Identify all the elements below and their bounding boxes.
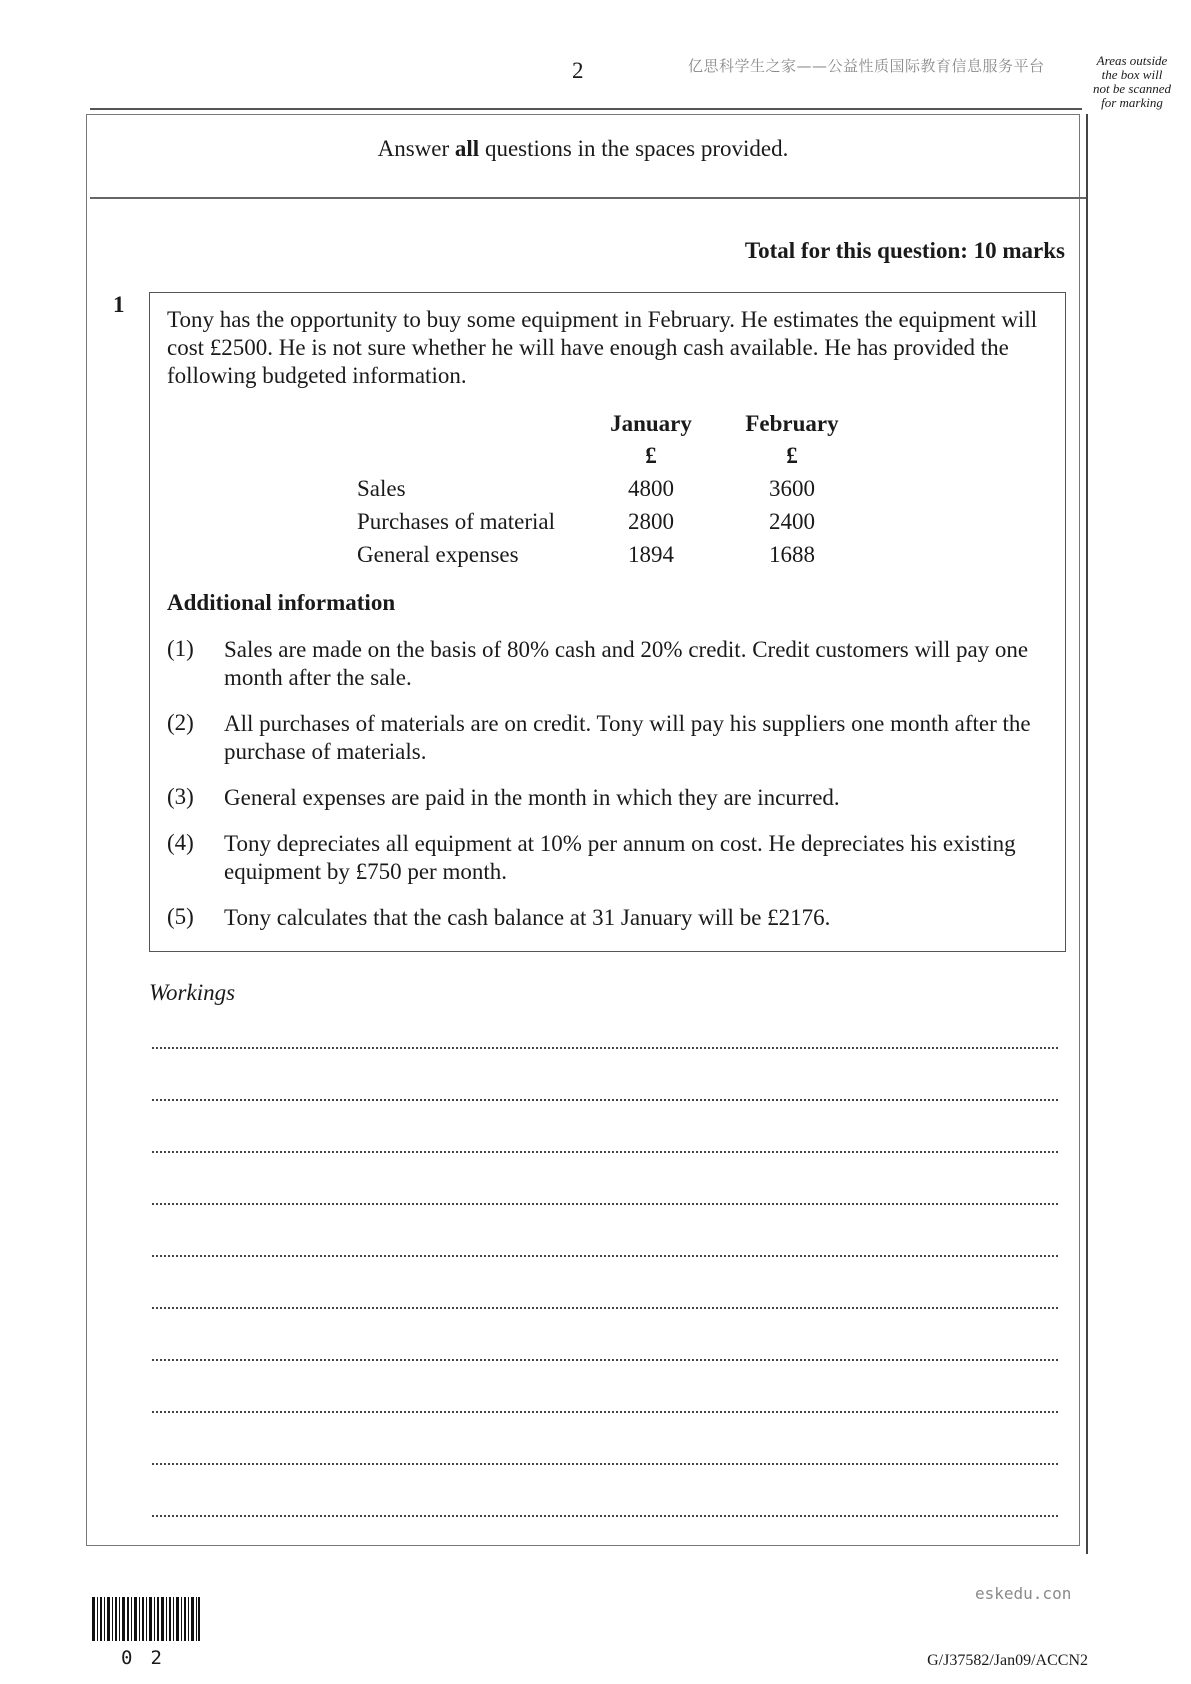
info-item-number: (2) xyxy=(167,710,194,735)
answer-line[interactable] xyxy=(152,1463,1058,1465)
info-item-text: General expenses are paid in the month in which they are incurred. xyxy=(224,785,840,810)
total-marks: Total for this question: 10 marks xyxy=(744,238,1065,263)
page-number: 2 xyxy=(572,58,584,83)
table-header-february: February xyxy=(745,411,839,436)
info-item-text: All purchases of materials are on credit. Tony will pay his suppliers one month after the purchase of materials. xyxy=(224,711,1031,764)
question-number: 1 xyxy=(113,292,125,317)
answer-line[interactable] xyxy=(152,1203,1058,1205)
barcode-icon xyxy=(92,1597,200,1641)
areas-note-line: Areas outside xyxy=(1096,53,1168,68)
additional-information-title: Additional information xyxy=(167,590,396,615)
table-cell-february: 3600 xyxy=(769,476,815,501)
answer-line[interactable] xyxy=(152,1359,1058,1361)
footer-watermark: eskedu.con xyxy=(975,1584,1072,1603)
table-unit-january: £ xyxy=(645,443,657,468)
instructions-bold: all xyxy=(454,136,480,161)
document-code: G/J37582/Jan09/ACCN2 xyxy=(927,1652,1088,1669)
instructions xyxy=(86,136,1080,162)
barcode-number: 02 xyxy=(121,1647,180,1669)
table-cell-february: 1688 xyxy=(769,542,815,567)
table-unit-february: £ xyxy=(786,443,798,468)
answer-line[interactable] xyxy=(152,1307,1058,1309)
instructions-prefix: Answer xyxy=(377,136,455,161)
info-item-number: (1) xyxy=(167,636,194,661)
answer-frame-right-edge xyxy=(1086,114,1088,1554)
table-cell-january: 4800 xyxy=(628,476,674,501)
header-rule xyxy=(90,108,1082,110)
table-header-january: January xyxy=(610,411,692,436)
answer-line[interactable] xyxy=(152,1411,1058,1413)
answer-line[interactable] xyxy=(152,1099,1058,1101)
answer-line[interactable] xyxy=(152,1047,1058,1049)
table-row-label: Purchases of material xyxy=(357,509,555,534)
header-watermark: 亿思科学生之家——公益性质国际教育信息服务平台 xyxy=(688,57,1045,75)
info-item-number: (5) xyxy=(167,904,194,929)
instructions-suffix: questions in the spaces provided. xyxy=(479,136,789,161)
info-item-number: (4) xyxy=(167,830,194,855)
table-cell-january: 1894 xyxy=(628,542,674,567)
table-cell-february: 2400 xyxy=(769,509,815,534)
info-item-text: Sales are made on the basis of 80% cash and 20% credit. Credit customers will pay one month after the sale. xyxy=(224,637,1029,690)
answer-line[interactable] xyxy=(152,1255,1058,1257)
info-item-number: (3) xyxy=(167,784,194,809)
areas-note-line: not be scanned xyxy=(1093,81,1171,96)
areas-note-line: for marking xyxy=(1101,95,1163,110)
table-row-label: General expenses xyxy=(357,542,519,567)
answer-line[interactable] xyxy=(152,1515,1058,1517)
info-item-text: Tony depreciates all equipment at 10% per annum on cost. He depreciates his existing equipment by £750 per month. xyxy=(224,831,1016,884)
table-cell-january: 2800 xyxy=(628,509,674,534)
table-row-label: Sales xyxy=(357,476,406,501)
workings-label: Workings xyxy=(149,980,236,1005)
info-item-text: Tony calculates that the cash balance at 31 January will be £2176. xyxy=(224,905,831,930)
question-intro: Tony has the opportunity to buy some equipment in February. He estimates the equipment will cost £2500. He is not sure whether he will have enough cash available. He has provided the following budgeted information. xyxy=(167,307,1038,388)
instructions-rule xyxy=(90,197,1086,199)
areas-outside-note xyxy=(1082,54,1182,110)
areas-note-line: the box will xyxy=(1101,67,1163,82)
answer-line[interactable] xyxy=(152,1151,1058,1153)
